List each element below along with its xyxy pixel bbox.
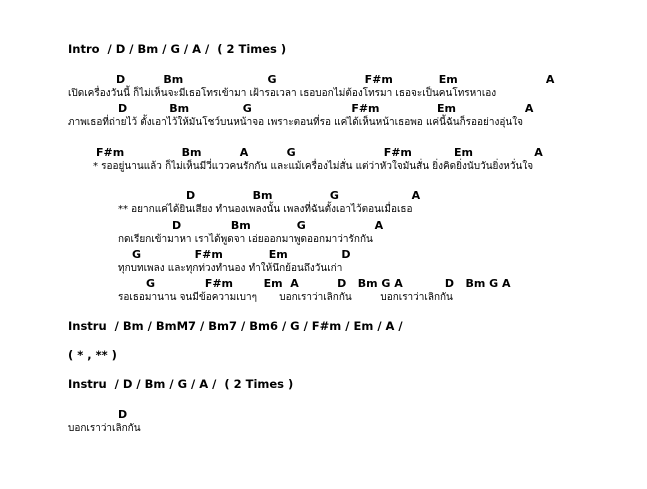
repeat-marker: ( * , ** ) (68, 348, 117, 362)
chorus-lyric-line-4: รอเธอมานาน จนมีข้อความเบาๆ บอกเราว่าเลิกกัน บอกเราว่าเลิกกัน (118, 292, 453, 303)
chorus-lyric-line-3: ทุกบทเพลง และทุกท่วงทำนอง ทำให้นึกย้อนถึงวันเก่า (118, 263, 343, 274)
verse-lyric-line-1: เปิดเครื่องวันนี้ ก็ไม่เห็นจะมีเธอโทรเข้ามา เฝ้ารอเวลา เธอบอกไม่ต้องโทรมา เธอจะเป็นคนโทรหาเอง (68, 88, 497, 99)
chorus-chord-line-2: D Bm G A (172, 219, 384, 232)
chorus-chord-line-4: G F#m Em A D Bm G A D Bm G A (146, 277, 511, 290)
outro-lyric: บอกเราว่าเลิกกัน (68, 423, 141, 434)
instru-line-2: Instru / D / Bm / G / A / ( 2 Times ) (68, 377, 294, 391)
verse-lyric-line-3: * รออยู่นานแล้ว ก็ไม่เห็นมีวี่แววคนรักกัน และแม้เครื่องไม่สั่น แต่ว่าหัวใจมันสั่น ยิ่งคิดยิ่งนับวันยิ่งหวั่นใจ (93, 161, 534, 172)
verse-lyric-line-2: ภาพเธอที่ถ่ายไว้ ตั้งเอาไว้ให้มันโชว์บนหน้าจอ เพราะตอนที่รอ แค่ได้เห็นหน้าเธอพอ แค่นี้ฉันก็รออย่างอุ่นใจ (68, 117, 523, 128)
chorus-lyric-line-1: ** อยากแค่ได้ยินเสียง ทำนองเพลงนั้น เพลงที่ฉันตั้งเอาไว้ตอนเมื่อเธอ (118, 204, 413, 215)
outro-chord: D (118, 408, 128, 421)
chorus-chord-line-1: D Bm G A (186, 189, 421, 202)
chorus-lyric-line-2: กดเรียกเข้ามาหา เราได้พูดจา เอ่ยออกมาพูดออกมาว่ารักกัน (118, 234, 373, 245)
verse-chord-line-3: F#m Bm A G F#m Em A (96, 146, 543, 159)
intro-line: Intro / D / Bm / G / A / ( 2 Times ) (68, 42, 287, 56)
verse-chord-line-2: D Bm G F#m Em A (118, 102, 534, 115)
instru-line-1: Instru / Bm / BmM7 / Bm7 / Bm6 / G / F#m / Em / A / (68, 319, 403, 333)
chorus-chord-line-3: G F#m Em D (132, 248, 351, 261)
verse-chord-line-1: D Bm G F#m Em A (116, 73, 555, 86)
